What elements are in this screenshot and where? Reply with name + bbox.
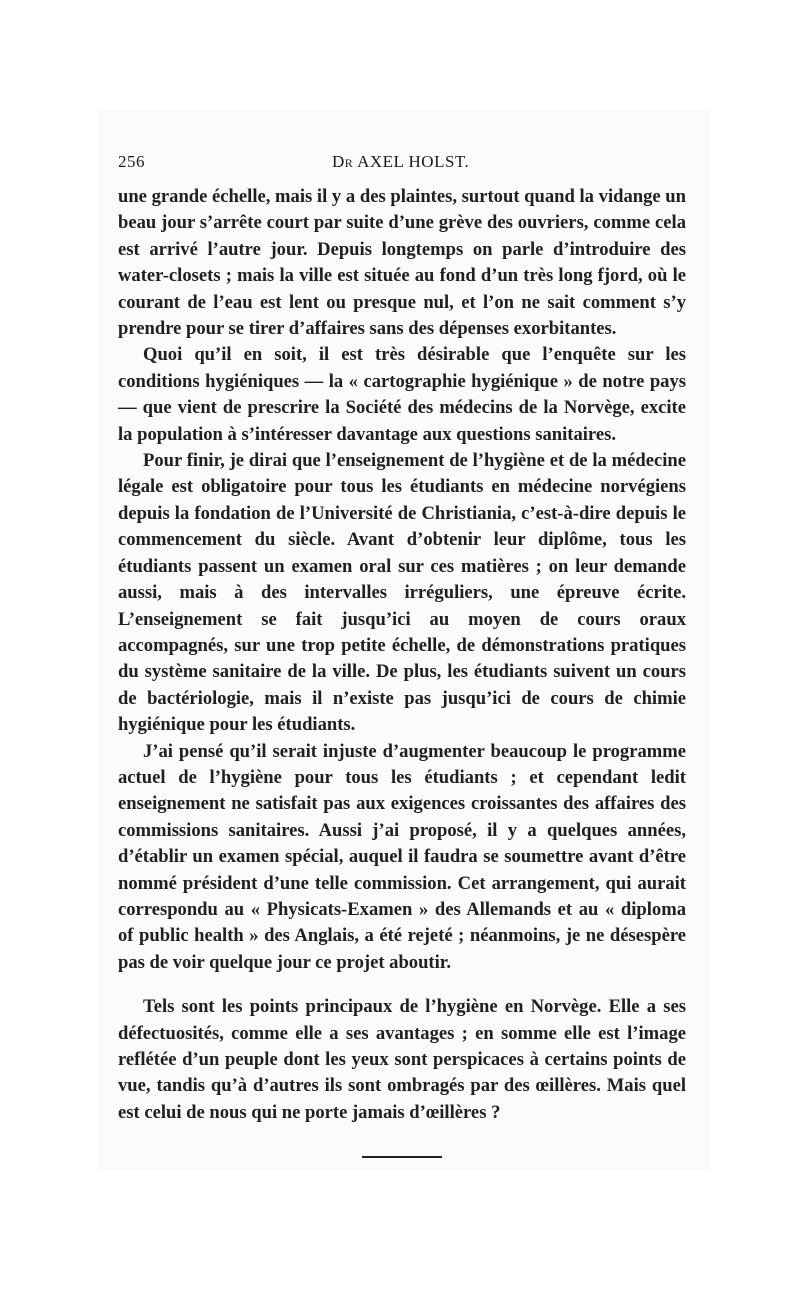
page-number: 256 xyxy=(118,152,145,171)
book-page xyxy=(118,150,686,1158)
running-head: Dr AXEL HOLST. xyxy=(332,152,470,171)
paragraph-enquete: Quoi qu’il en soit, il est très désirable que l’enquête sur les conditions hygiéniques — la « cartographie hygiénique » de notre pays — que vient de prescrire la Société des médecins de la Norvège, excite la population à s’intéresser davantage aux questions sanitaires. xyxy=(118,344,686,445)
paragraph-conclusion: Tels sont les points principaux de l’hygiène en Norvège. Elle a ses défectuosités, comme elle a ses avantages ; en somme elle est l’image reflétée d’un peuple dont les yeux sont perspicaces à certains points de vue, tandis qu’à d’autres ils sont ombragés par des œillères. Mais quel est celui de nous qui ne porte jamais d’œillères ? xyxy=(118,996,686,1123)
section-end-rule xyxy=(362,1156,442,1158)
paragraph-examen-special: J’ai pensé qu’il serait injuste d’augmenter beaucoup le programme actuel de l’hygiène pour tous les étudiants ; et cependant ledit enseignement ne satisfait pas aux exigences croissantes des affaires des commissions sanitaires. Aussi j’ai proposé, il y a quelques années, d’établir un examen spécial, auquel il faudra se soumettre avant d’être nommé président d’une telle commission. Cet arrangement, qui aurait correspondu au « Physicats-Examen » des Allemands et au « diploma of public health » des Anglais, a été rejeté ; néanmoins, je ne désespère pas de voir quelque jour ce projet aboutir. xyxy=(118,740,686,973)
body-text xyxy=(118,184,686,1126)
paragraph-continuation: une grande échelle, mais il y a des plaintes, surtout quand la vidange un beau jour s’arrête court par suite d’une grève des ouvriers, comme cela est arrivé l’autre jour. Depuis longtemps on parle d’introduire des water-closets ; mais la ville est située au fond d’un très long fjord, où le courant de l’eau est lent ou presque nul, et l’on ne sait comment s’y prendre pour se tirer d’affaires sans des dépenses exorbitantes. xyxy=(118,186,686,340)
paragraph-enseignement: Pour finir, je dirai que l’enseignement de l’hygiène et de la médecine légale est obligatoire pour tous les étudiants en médecine norvégiens depuis la fondation de l’Université de Christiania, c’est-à-dire depuis le commencement du siècle. Avant d’obtenir leur diplôme, tous les étudiants passent un examen oral sur ces matières ; on leur demande aussi, mais à des intervalles irréguliers, une épreuve écrite. L’enseignement se fait jusqu’ici au moyen de cours oraux accompagnés, sur une trop petite échelle, de démonstrations pratiques du système sanitaire de la ville. De plus, les étudiants suivent un cours de bactériologie, mais il n’existe pas jusqu’ici de cours de chimie hygiénique pour les étudiants. xyxy=(118,450,686,736)
page-header xyxy=(118,150,686,176)
